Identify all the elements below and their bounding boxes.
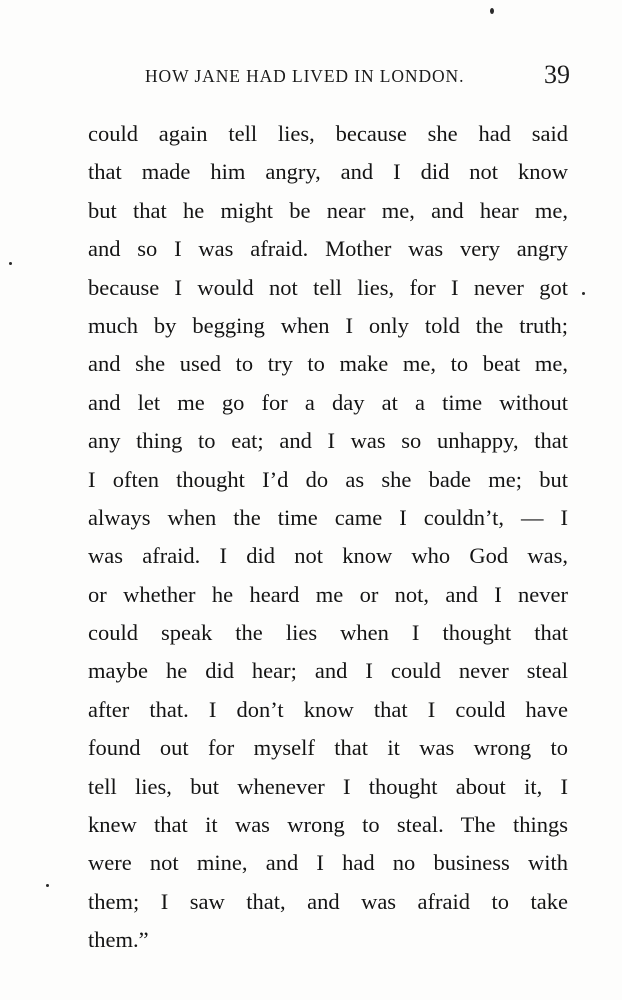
print-speck (490, 8, 494, 14)
text-line: knew that it was wrong to steal. The things (88, 812, 568, 838)
page-number: 39 (544, 60, 570, 89)
running-title: HOW JANE HAD LIVED IN LONDON. (145, 66, 465, 86)
print-speck (46, 884, 49, 887)
text-line: could again tell lies, because she had said (88, 121, 568, 146)
text-line: found out for myself that it was wrong to (88, 735, 568, 761)
text-line: maybe he did hear; and I could never steal (88, 658, 568, 684)
text-line: always when the time came I couldn’t, — I (88, 504, 568, 530)
text-line: because I would not tell lies, for I never got (88, 274, 568, 300)
text-line: could speak the lies when I thought that (88, 620, 568, 646)
text-line: much by begging when I only told the truth; (88, 312, 568, 338)
text-line: any thing to eat; and I was so unhappy, that (88, 428, 568, 454)
body-text (88, 115, 568, 960)
text-line: and let me go for a day at a time without (88, 389, 568, 415)
text-line: were not mine, and I had no business with (88, 850, 568, 876)
text-line: and so I was afraid. Mother was very angry (88, 236, 568, 262)
text-line: and she used to try to make me, to beat me, (88, 351, 568, 377)
text-line: I often thought I’d do as she bade me; but (88, 466, 568, 492)
text-line: or whether he heard me or not, and I never (88, 581, 568, 607)
text-line-last: them.” (88, 927, 149, 953)
text-line: them; I saw that, and was afraid to take (88, 888, 568, 914)
print-speck (582, 292, 585, 295)
print-speck (9, 262, 12, 265)
text-line: but that he might be near me, and hear me, (88, 197, 568, 223)
text-line: that made him angry, and I did not know (88, 159, 568, 185)
text-line: tell lies, but whenever I thought about it, I (88, 773, 568, 799)
text-line: was afraid. I did not know who God was, (88, 543, 568, 569)
text-line: after that. I don’t know that I could have (88, 696, 568, 722)
running-head (145, 60, 570, 94)
